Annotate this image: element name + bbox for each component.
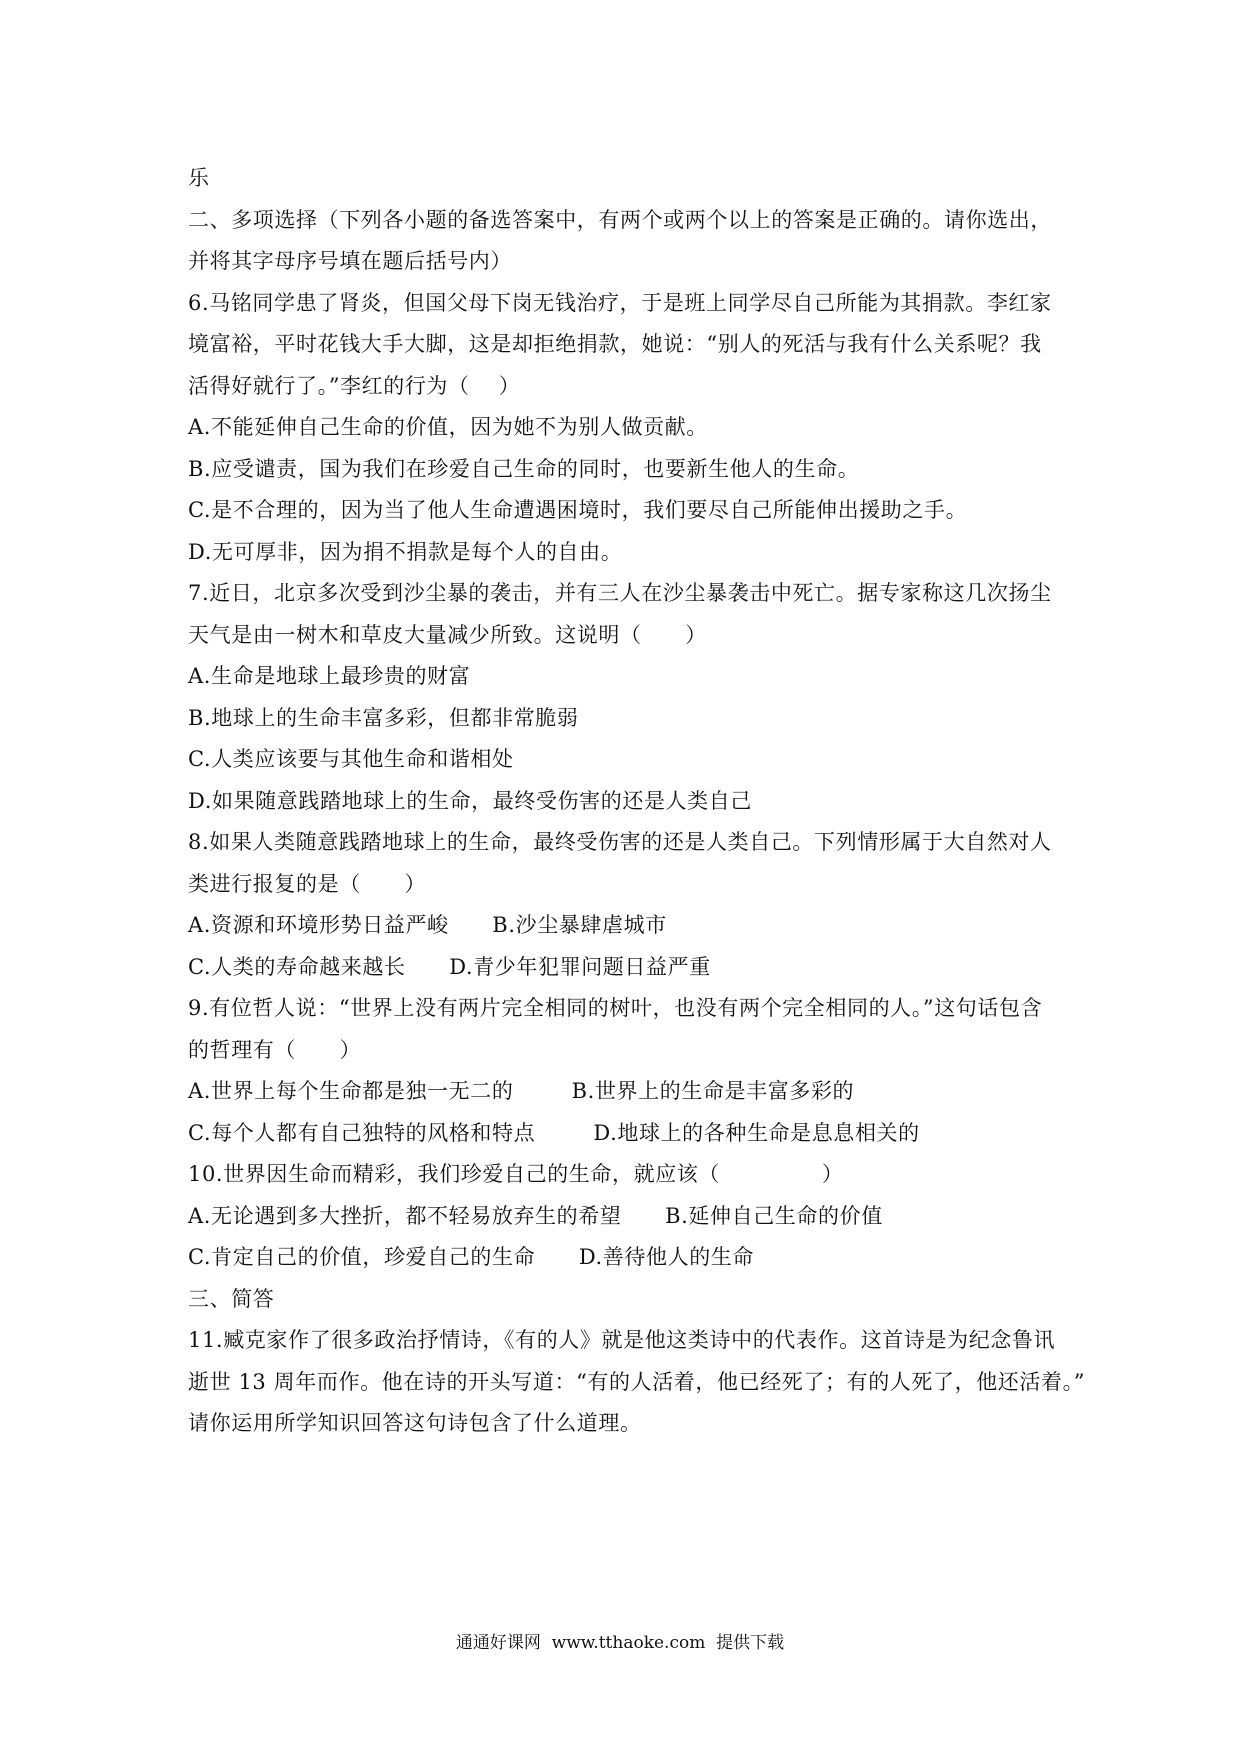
option-line: B.应受谴责，国为我们在珍爱自己生命的同时，也要新生他人的生命。: [188, 456, 860, 481]
option-line: C.是不合理的，因为当了他人生命遭遇困境时，我们要尽自己所能伸出援助之手。: [188, 498, 968, 522]
text-line: 并将其字母序号填在题后括号内）: [188, 249, 512, 273]
text-line: 类进行报复的是（ ）: [188, 871, 427, 896]
section-heading: 二、多项选择（下列各小题的备选答案中，有两个或两个以上的答案是正确的。请你选出，: [188, 207, 1052, 232]
text-line: 活得好就行了。”李红的行为（ ）: [188, 373, 521, 398]
option-line: A.不能延伸自己生命的价值，因为她不为别人做贡献。: [188, 415, 708, 439]
option-line: C.人类的寿命越来越长 D.青少年犯罪问题日益严重: [188, 954, 711, 979]
text-line: 境富裕，平时花钱大手大脚，这是却拒绝捐款，她说：“别人的死活与我有什么关系呢？我: [188, 332, 1042, 356]
question-9: 9.有位哲人说：“世界上没有两片完全相同的树叶，也没有两个完全相同的人。”这句话包含: [188, 996, 1043, 1020]
page-footer: 通通好课网 www.tthaoke.com 提供下载: [455, 1633, 785, 1653]
option-line: A.资源和环境形势日益严峻 B.沙尘暴肆虐城市: [188, 913, 667, 937]
option-line: A.世界上每个生命都是独一无二的 B.世界上的生命是丰富多彩的: [188, 1079, 855, 1103]
question-8: 8.如果人类随意践踏地球上的生命，最终受伤害的还是人类自己。下列情形属于大自然对人: [188, 830, 1052, 854]
option-line: D.如果随意践踏地球上的生命，最终受伤害的还是人类自己: [188, 788, 752, 813]
question-6: 6.马铭同学患了肾炎，但国父母下岗无钱治疗，于是班上同学尽自己所能为其捐款。李红家: [188, 290, 1052, 315]
option-line: C.肯定自己的价值，珍爱自己的生命 D.善待他人的生命: [188, 1245, 755, 1269]
text-line: 请你运用所学知识回答这句诗包含了什么道理。: [188, 1411, 642, 1435]
text-line: 乐: [188, 166, 210, 190]
section-heading: 三、简答: [188, 1286, 275, 1311]
text-line: 天气是由一树木和草皮大量减少所致。这说明（ ）: [188, 622, 707, 647]
option-line: D.无可厚非，因为捐不捐款是每个人的自由。: [188, 539, 623, 564]
option-line: C.每个人都有自己独特的风格和特点 D.地球上的各种生命是息息相关的: [188, 1120, 920, 1145]
option-line: C.人类应该要与其他生命和谐相处: [188, 747, 514, 771]
option-line: A.无论遇到多大挫折，都不轻易放弃生的希望 B.延伸自己生命的价值: [188, 1203, 883, 1228]
option-line: B.地球上的生命丰富多彩，但都非常脆弱: [188, 705, 579, 730]
text-line: 的哲理有（ ）: [188, 1037, 362, 1062]
question-11: 11.臧克家作了很多政治抒情诗，《有的人》就是他这类诗中的代表作。这首诗是为纪念鲁讯: [188, 1328, 1056, 1352]
page-content: [188, 158, 1086, 1445]
text-line: 逝世 13 周年而作。他在诗的开头写道：“有的人活着，他已经死了；有的人死了，他还活着。”: [188, 1369, 1086, 1394]
option-line: A.生命是地球上最珍贵的财富: [188, 664, 471, 688]
question-10: 10.世界因生命而精彩，我们珍爱自己的生命，就应该（ ）: [188, 1162, 844, 1186]
question-7: 7.近日，北京多次受到沙尘暴的袭击，并有三人在沙尘暴袭击中死亡。据专家称这几次扬尘: [188, 581, 1052, 605]
